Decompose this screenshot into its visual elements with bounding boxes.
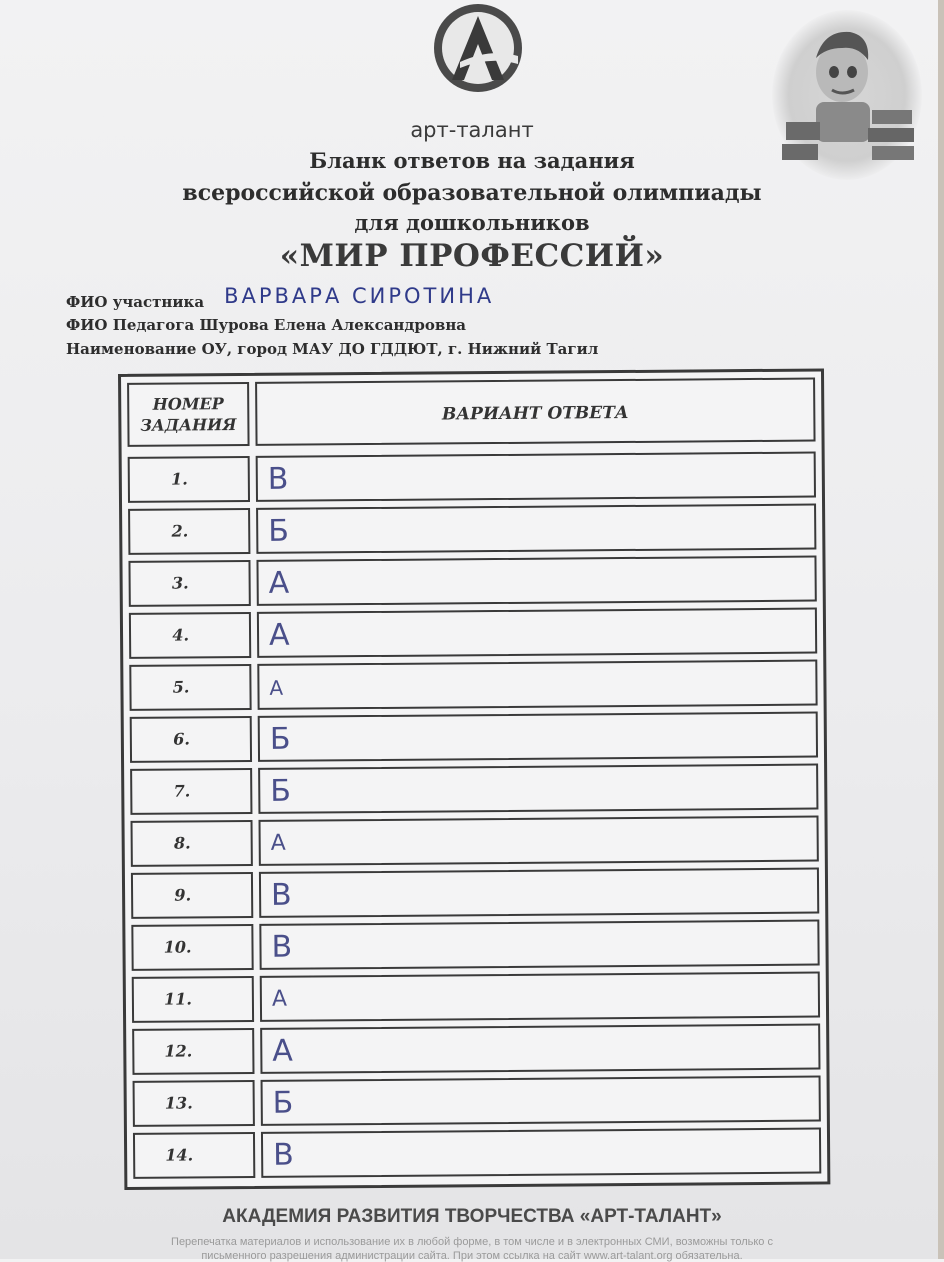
answer-cell: В [256,452,816,502]
table-row [131,920,819,975]
participant-name-handwritten: ВАРВАРА СИРОТИНА [224,284,495,308]
task-number: 1. [128,456,250,503]
table-row [131,868,819,923]
column-header-number: НОМЕР ЗАДАНИЯ [127,382,249,447]
answer-cell: А [260,1024,820,1074]
task-number: 13. [133,1080,255,1127]
brand-name: арт-талант [410,118,534,142]
answer-cell: Б [261,1076,821,1126]
institution-field: Наименование ОУ, город МАУ ДО ГДДЮТ, г. Нижний Тагил [66,340,599,358]
footer-copyright-line2: письменного разрешения администрации сайта. При этом ссылка на сайт www.art-talant.org обязательна. [201,1250,743,1262]
participant-label: ФИО участника [66,293,205,311]
table-row [130,712,818,767]
table-row [128,452,816,507]
answer-cell: Б [256,504,816,554]
teacher-field: ФИО Педагога Шурова Елена Александровна [66,316,467,334]
table-row [133,1128,821,1183]
task-number: 7. [130,768,252,815]
table-row [133,1076,821,1131]
table-row [131,816,819,871]
task-number: 5. [129,664,251,711]
table-row [129,660,817,715]
participant-field [66,284,495,312]
task-number: 6. [130,716,252,763]
task-number: 9. [131,872,253,919]
table-header [127,378,816,451]
task-number: 8. [131,820,253,867]
answer-cell: А [257,608,817,658]
task-number: 2. [128,508,250,555]
task-number: 4. [129,612,251,659]
contest-name: «МИР ПРОФЕССИЙ» [279,238,665,274]
table-row [132,972,820,1027]
form-title: Бланк ответов на задания [309,148,635,173]
footer-copyright-line1: Перепечатка материалов и использование их в любой форме, в том числе и в электронных СМИ, возможны только с [171,1236,773,1248]
table-row [130,764,818,819]
table-row [128,504,816,559]
answer-cell: В [259,920,819,970]
answer-cell: А [256,556,816,606]
answer-cell: В [259,868,819,918]
table-row [132,1024,820,1079]
table-row [128,556,816,611]
task-number: 10. [131,924,253,971]
footer-academy-title: АКАДЕМИЯ РАЗВИТИЯ ТВОРЧЕСТВА «АРТ-ТАЛАНТ» [222,1206,722,1227]
answer-table [118,368,830,1190]
task-number: 3. [128,560,250,607]
form-subtitle: всероссийской образовательной олимпиады [182,180,762,206]
task-number: 14. [133,1132,255,1179]
form-audience: для дошкольников [354,210,590,235]
answer-cell: А [257,660,817,710]
task-number: 12. [132,1028,254,1075]
answer-cell: А [260,972,820,1022]
answer-cell: Б [258,712,818,762]
answer-cell: В [261,1128,821,1178]
column-header-answer: ВАРИАНТ ОТВЕТА [255,378,815,446]
art-talant-logo-icon [430,2,526,104]
table-row [129,608,817,663]
answer-cell: А [259,816,819,866]
answer-cell: Б [258,764,818,814]
task-number: 11. [132,976,254,1023]
